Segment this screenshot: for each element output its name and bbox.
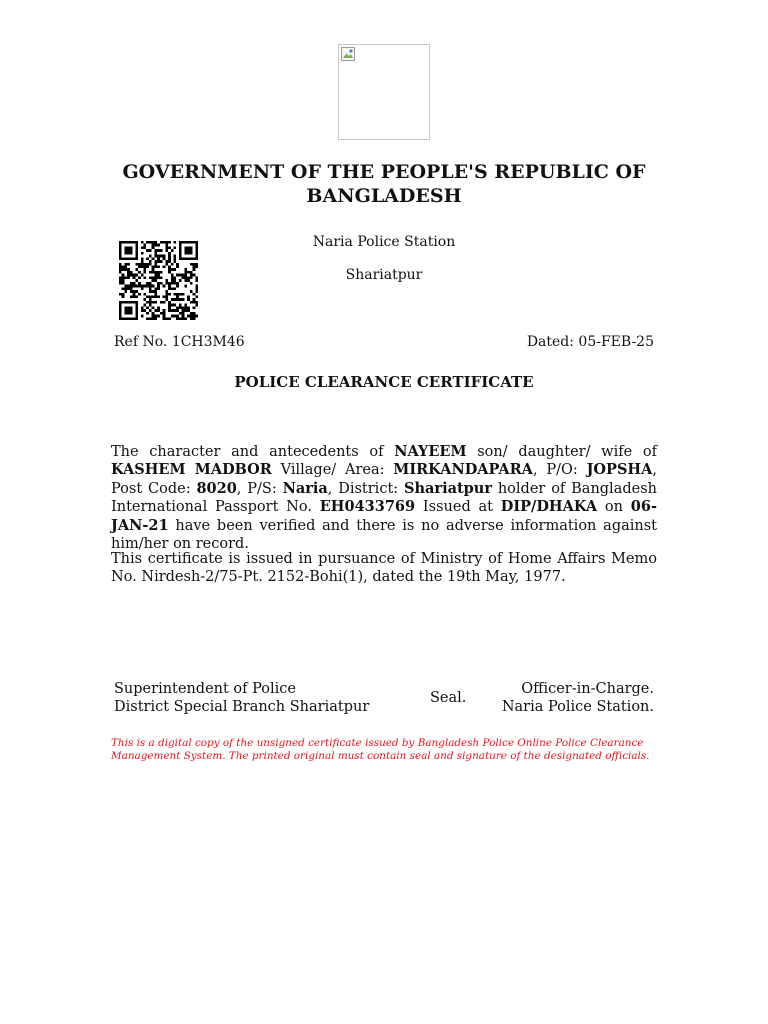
issue-date: Dated: 05-FEB-25 (526, 334, 654, 350)
paragraph-text: The character and antecedents of (111, 444, 395, 460)
post-code: 8020 (196, 479, 237, 497)
paragraph-text: , P/S: (236, 480, 283, 497)
officer-in-charge-signature-block (502, 680, 654, 716)
government-title: GOVERNMENT OF THE PEOPLE'S REPUBLIC OF BANGLADESH (122, 161, 646, 207)
superintendent-title: Superintendent of Police (114, 681, 297, 697)
paragraph-text: , Post Code: (111, 462, 657, 497)
qr-code-icon (119, 241, 198, 320)
passport-issue-date: 06-JAN-21 (111, 498, 657, 534)
officer-in-charge-title: Officer-in-Charge. (521, 681, 654, 697)
government-logo-placeholder (338, 44, 430, 140)
district-name: Shariatpur (345, 267, 423, 283)
district-field: Shariatpur (404, 479, 492, 497)
paragraph-text: , P/O: (532, 462, 587, 479)
officer-in-charge-station: Naria Police Station. (501, 699, 654, 715)
paragraph-text: Village/ Area: (271, 462, 394, 479)
passport-issue-place: DIP/DHAKA (500, 498, 598, 516)
paragraph-text: Issued at (415, 499, 501, 516)
applicant-name: NAYEEM (394, 443, 467, 460)
paragraph-text: have been verified and there is no adverse information against him/her on record. (111, 517, 657, 553)
superintendent-signature-block (114, 680, 369, 716)
village-name: MIRKANDAPARA (393, 461, 533, 479)
superintendent-office: District Special Branch Shariatpur (114, 699, 370, 715)
passport-number: EH0433769 (319, 498, 416, 516)
memo-paragraph: This certificate is issued in pursuance of Ministry of Home Affairs Memo No. Nirdesh-2/75-Pt. 2152-Bohi(1), dated the 19th May, 1977. (111, 551, 657, 586)
verification-paragraph (111, 443, 657, 553)
parent-name: KASHEM MADBOR (111, 461, 272, 479)
paragraph-text: on (597, 499, 631, 516)
paragraph-text: son/ daughter/ wife of (466, 444, 657, 460)
paragraph-text: holder of Bangladesh International Passport No. (111, 480, 657, 516)
police-station-name: Naria Police Station (312, 234, 456, 250)
reference-number: Ref No. 1CH3M46 (114, 334, 245, 350)
post-office-name: JOPSHA (586, 461, 653, 479)
broken-image-icon (341, 47, 355, 61)
certificate-title: POLICE CLEARANCE CERTIFICATE (234, 373, 534, 391)
digital-copy-disclaimer: This is a digital copy of the unsigned certificate issued by Bangladesh Police Online Police Clearance Management System. The printed original must contain seal and signature of the designated officials. (111, 737, 650, 762)
police-station-field: Naria (282, 479, 328, 497)
paragraph-text: , District: (327, 480, 405, 497)
seal-label: Seal. (430, 690, 467, 706)
